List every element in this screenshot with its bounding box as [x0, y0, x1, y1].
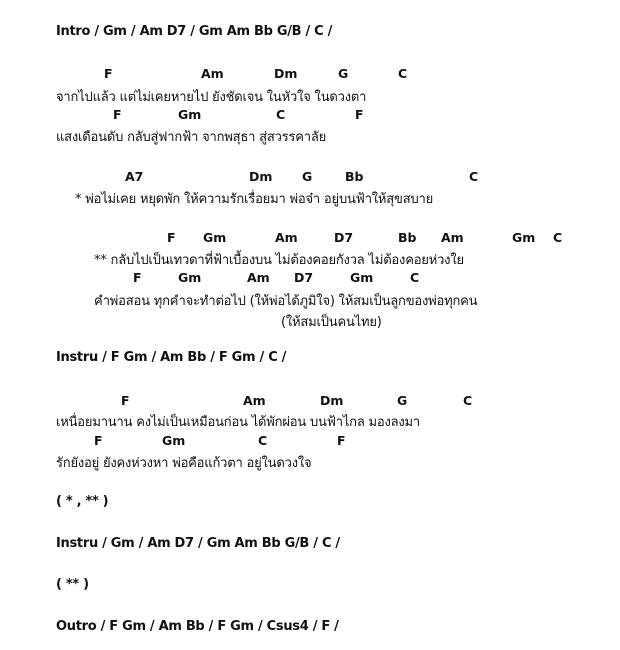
chord: Dm — [249, 169, 273, 184]
chord: Gm — [203, 230, 227, 245]
chord: F — [104, 66, 113, 81]
repeat-marker: ( ** ) — [56, 577, 89, 592]
chord: Am — [243, 393, 266, 408]
chord: C — [258, 433, 268, 448]
lyric-line: จากไปแล้ว แต่ไม่เคยหายไป ยังชัดเจน ในหัวใจ ในดวงตา — [56, 90, 367, 105]
lyric-line: รักยังอยู่ ยังคงห่วงหา พ่อคือแก้วตา อยู่ในดวงใจ — [56, 456, 312, 471]
chord: C — [276, 107, 286, 122]
chord: F — [121, 393, 130, 408]
intro-line: Intro / Gm / Am D7 / Gm Am Bb G/B / C / — [56, 24, 333, 39]
chord: Gm — [178, 270, 202, 285]
chord: Dm — [320, 393, 344, 408]
chord: G — [338, 66, 349, 81]
chord: C — [398, 66, 408, 81]
lyric-line: ** กลับไปเป็นเทวดาที่ฟ้าเบื้องบน ไม่ต้องคอยกังวล ไม่ต้องคอยห่วงใย — [94, 253, 464, 268]
lyric-line: เหนื่อยมานาน คงไม่เป็นเหมือนก่อน ได้พักผ่อน บนฟ้าไกล มองลงมา — [56, 415, 421, 430]
chord: Am — [441, 230, 464, 245]
chord: C — [463, 393, 473, 408]
instrumental-line: Instru / F Gm / Am Bb / F Gm / C / — [56, 350, 287, 365]
chord: F — [337, 433, 346, 448]
chord: C — [469, 169, 479, 184]
lyric-line: (ให้สมเป็นคนไทย) — [281, 315, 382, 330]
chord: D7 — [294, 270, 314, 285]
chord: A7 — [125, 169, 144, 184]
chord: Gm — [178, 107, 202, 122]
chord: Am — [247, 270, 270, 285]
chord: C — [410, 270, 420, 285]
chord: F — [355, 107, 364, 122]
repeat-marker: ( * , ** ) — [56, 494, 109, 509]
chord: D7 — [334, 230, 354, 245]
chord: F — [113, 107, 122, 122]
lyric-line: คำพ่อสอน ทุกคำจะทำต่อไป (ให้พ่อได้ภูมิใจ) ให้สมเป็นลูกของพ่อทุกคน — [94, 294, 478, 309]
chord: C — [553, 230, 563, 245]
chord: F — [167, 230, 176, 245]
instrumental-line: Instru / Gm / Am D7 / Gm Am Bb G/B / C / — [56, 536, 340, 551]
chord: Gm — [350, 270, 374, 285]
chord: Am — [201, 66, 224, 81]
chord: Gm — [512, 230, 536, 245]
lyric-line: * พ่อไม่เคย หยุดพัก ให้ความรักเรื่อยมา พ่อจ๋า อยู่บนฟ้าให้สุขสบาย — [75, 192, 434, 207]
chord: G — [302, 169, 313, 184]
chord: Gm — [162, 433, 186, 448]
chord: F — [133, 270, 142, 285]
chord: Dm — [274, 66, 298, 81]
chord: F — [94, 433, 103, 448]
chord: Bb — [398, 230, 417, 245]
outro-line: Outro / F Gm / Am Bb / F Gm / Csus4 / F / — [56, 619, 339, 634]
chord: Bb — [345, 169, 364, 184]
lyric-line: แสงเดือนดับ กลับสู่ฟากฟ้า จากพสุธา สู่สวรรคาลัย — [56, 130, 327, 145]
chord: G — [397, 393, 408, 408]
chord: Am — [275, 230, 298, 245]
